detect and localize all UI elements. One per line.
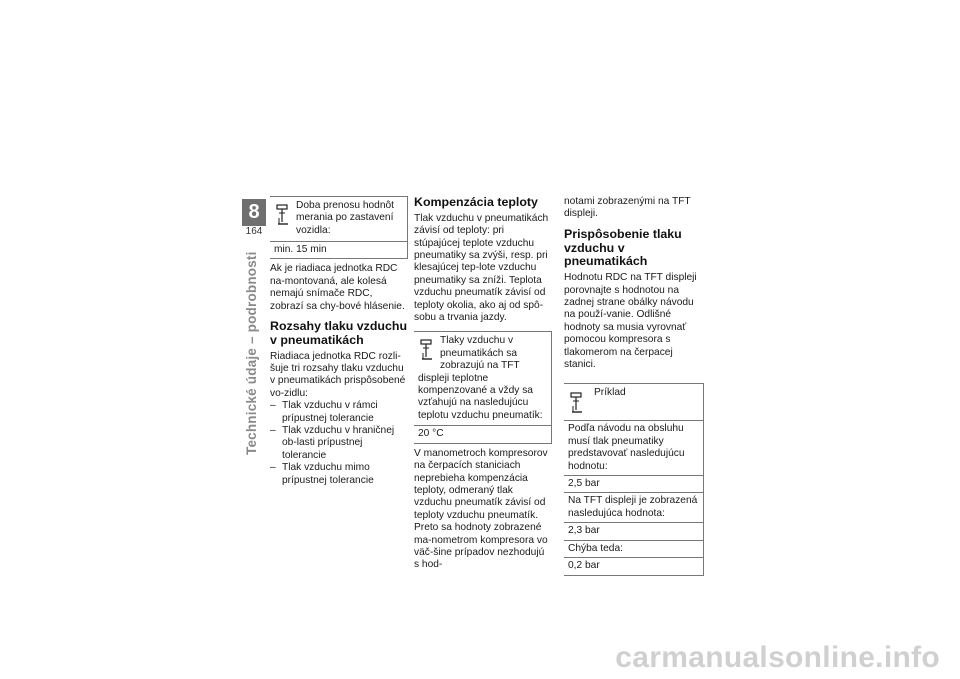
note-text: Doba prenosu hodnôt merania po zastavení vozidla: <box>296 200 394 236</box>
heading-pressure-adjustment: Prispôsobenie tlaku vzduchu v pneumatikách <box>564 226 682 269</box>
example-row: Na TFT displeji je zobrazená nasledujúca hodnota: <box>564 492 703 522</box>
paragraph: V manometroch kompresorov na čerpacích staniciach neprebieha kompenzácia teploty, odmeraný tlak vzduchu pneumatík závisí od teploty vzduchu pneumatík. Preto sa hodnoty zobrazené ma-nometrom kompresora vo väč-šine prípadov nezhodujú s hod- <box>414 447 548 571</box>
example-row: 2,5 bar <box>564 475 703 492</box>
page-number: 164 <box>245 226 263 237</box>
example-box <box>564 383 704 575</box>
list-item: – Tlak vzduchu v rámci prípustnej tolerancie <box>270 400 408 425</box>
column-2 <box>414 196 552 572</box>
note-reference-temperature <box>414 331 552 443</box>
watermark-text: carmanualsonline.info <box>615 641 940 674</box>
paragraph: notami zobrazenými na TFT displeji. <box>564 196 691 220</box>
note-value: 20 °C <box>414 425 551 442</box>
chapter-number: 8 <box>242 199 266 226</box>
paragraph: Ak je riadiaca jednotka RDC na-montovaná, ale kolesá nemajú snímače RDC, zobrazí sa chy-bové hlásenie. <box>270 263 405 312</box>
paragraph: Hodnotu RDC na TFT displeji porovnajte s hodnotou na zadnej strane obálky návodu na použí-vanie. Odlišné hodnoty sa musia vyrovnať pomocou kompresora s tlakomerom na čerpacej stanici. <box>564 272 697 371</box>
pressure-range-list <box>270 400 408 487</box>
list-item: – Tlak vzduchu mimo prípustnej tolerancie <box>270 462 408 487</box>
chapter-side-title: Technické údaje – podrobnosti <box>244 251 259 455</box>
heading-pressure-ranges: Rozsahy tlaku vzduchu v pneumatikách <box>270 319 408 347</box>
column-1 <box>270 196 408 487</box>
paragraph: Tlak vzduchu v pneumatikách závisí od teploty: pri stúpajúcej teplote vzduchu pneumatiky sa zvýši, resp. pri klesajúcej tep-lote vzduchu pneumatiky sa zníži. Teplota vzduchu pneumatík závisí od teploty okolia, ako aj od spô-sobu a trvania jazdy. <box>414 212 549 324</box>
note-text: Tlaky vzduchu v pneumatikách sa zobrazujú na TFT displeji teplotne kompenzované a vždy sa vzťahujú na nasledujúcu teplotu vzduchu pneumatík: <box>418 335 543 421</box>
note-value: min. 15 min <box>270 241 407 258</box>
example-row: 2,3 bar <box>564 522 703 539</box>
column-3 <box>564 196 704 580</box>
tire-pressure-gauge-icon <box>276 204 290 226</box>
tire-pressure-gauge-icon <box>420 339 434 361</box>
note-transfer-time <box>270 196 408 259</box>
example-row: 0,2 bar <box>564 557 703 574</box>
example-row: Podľa návodu na obsluhu musí tlak pneumatiky predstavovať nasledujúcu hodnotu: <box>564 420 703 475</box>
list-item: – Tlak vzduchu v hraničnej ob-lasti prípustnej tolerancie <box>270 425 408 462</box>
example-row: Chýba teda: <box>564 540 703 557</box>
example-title: Príklad <box>594 387 626 399</box>
tire-pressure-gauge-icon <box>570 392 584 414</box>
paragraph: Riadiaca jednotka RDC rozli-šuje tri rozsahy tlaku vzduchu v pneumatikách prispôsobené vo-zidlu: <box>270 350 406 399</box>
heading-temperature-compensation: Kompenzácia teploty <box>414 195 538 209</box>
